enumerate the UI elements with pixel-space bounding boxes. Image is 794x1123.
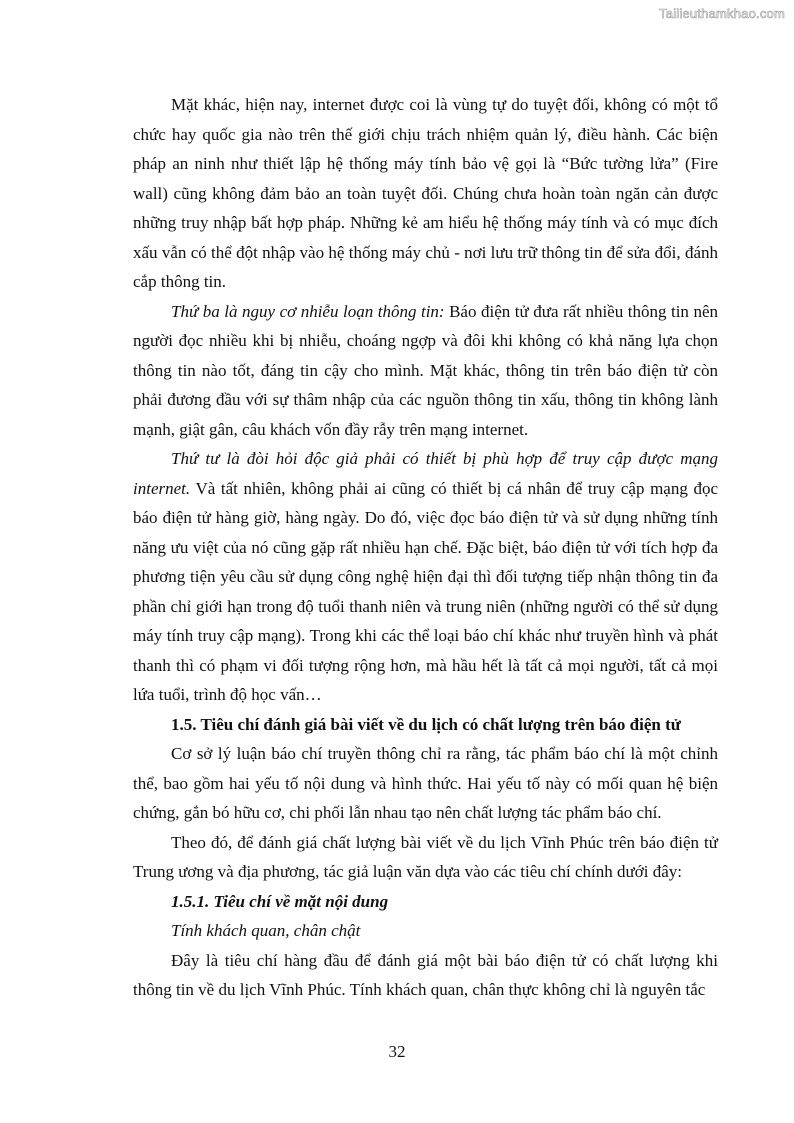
paragraph-lead-italic: Thứ tư là đòi hỏi độc giả phải có thiết bị phù hợp để truy cập được mạng internet. (133, 449, 718, 498)
section-heading: 1.5. Tiêu chí đánh giá bài viết về du lịch có chất lượng trên báo điện tử (171, 714, 681, 734)
paragraph (133, 297, 718, 445)
paragraph (133, 444, 718, 710)
page-number: 32 (388, 1042, 406, 1061)
watermark: Tailieuthamkhao.com (659, 6, 785, 21)
document-body (133, 90, 718, 1005)
paragraph-lead-italic: Thứ ba là nguy cơ nhiễu loạn thông tin: (171, 301, 445, 321)
paragraph: Theo đó, để đánh giá chất lượng bài viết về du lịch Vĩnh Phúc trên báo điện tử Trung ương và địa phương, tác giả luận văn dựa vào các tiêu chí chính dưới đây: (133, 832, 718, 881)
paragraph: Đây là tiêu chí hàng đầu để đánh giá một bài báo điện tử có chất lượng khi thông tin về du lịch Vĩnh Phúc. Tính khách quan, chân thực không chỉ là nguyên tắc (133, 950, 718, 999)
paragraph: Mặt khác, hiện nay, internet được coi là vùng tự do tuyệt đối, không có một tổ chức hay quốc gia nào trên thế giới chịu trách nhiệm quản lý, điều hành. Các biện pháp an ninh như thiết lập hệ thống máy tính bảo vệ gọi là “Bức tường lửa” (Fire wall) cũng không đảm bảo an toàn tuyệt đối. Chúng chưa hoàn toàn ngăn cản được những truy nhập bất hợp pháp. Những kẻ am hiểu hệ thống máy tính và có mục đích xấu vẫn có thể đột nhập vào hệ thống máy chủ - nơi lưu trữ thông tin để sửa đổi, đánh cắp thông tin. (133, 95, 718, 291)
paragraph-text: Và tất nhiên, không phải ai cũng có thiết bị cá nhân để truy cập mạng đọc báo điện tử hàng giờ, hàng ngày. Do đó, việc đọc báo điện tử và sử dụng những tính năng ưu việt của nó cũng gặp rất nhiều hạn chế. Đặc biệt, báo điện tử với tích hợp đa phương tiện yêu cầu sử dụng công nghệ hiện đại thì đối tượng tiếp nhận thông tin đa phần chỉ giới hạn trong độ tuổi thanh niên và trung niên (những người có thể sử dụng máy tính truy cập mạng). Trong khi các thể loại báo chí khác như truyền hình và phát thanh thì có phạm vi đối tượng rộng hơn, mà hầu hết là tất cả mọi người, tất cả mọi lứa tuổi, trình độ học vấn… (133, 478, 718, 704)
subsection-heading: 1.5.1. Tiêu chí về mặt nội dung (171, 891, 389, 911)
paragraph-text: Báo điện tử đưa rất nhiều thông tin nên người đọc nhiều khi bị nhiễu, choáng ngợp và đôi khi không có khả năng lựa chọn thông tin nào tốt, đáng tin cậy cho mình. Mặt khác, thông tin trên báo điện tử còn phải đương đầu với sự thâm nhập của các nguồn thông tin xấu, thông tin không lành mạnh, giật gân, câu khách vốn đầy rẫy trên mạng internet. (133, 301, 718, 439)
sub-subheading: Tính khách quan, chân chật (171, 921, 361, 940)
paragraph: Cơ sở lý luận báo chí truyền thông chỉ ra rằng, tác phẩm báo chí là một chỉnh thể, bao gồm hai yếu tố nội dung và hình thức. Hai yếu tố này có mối quan hệ biện chứng, gắn bó hữu cơ, chi phối lẫn nhau tạo nên chất lượng tác phẩm báo chí. (133, 744, 718, 822)
